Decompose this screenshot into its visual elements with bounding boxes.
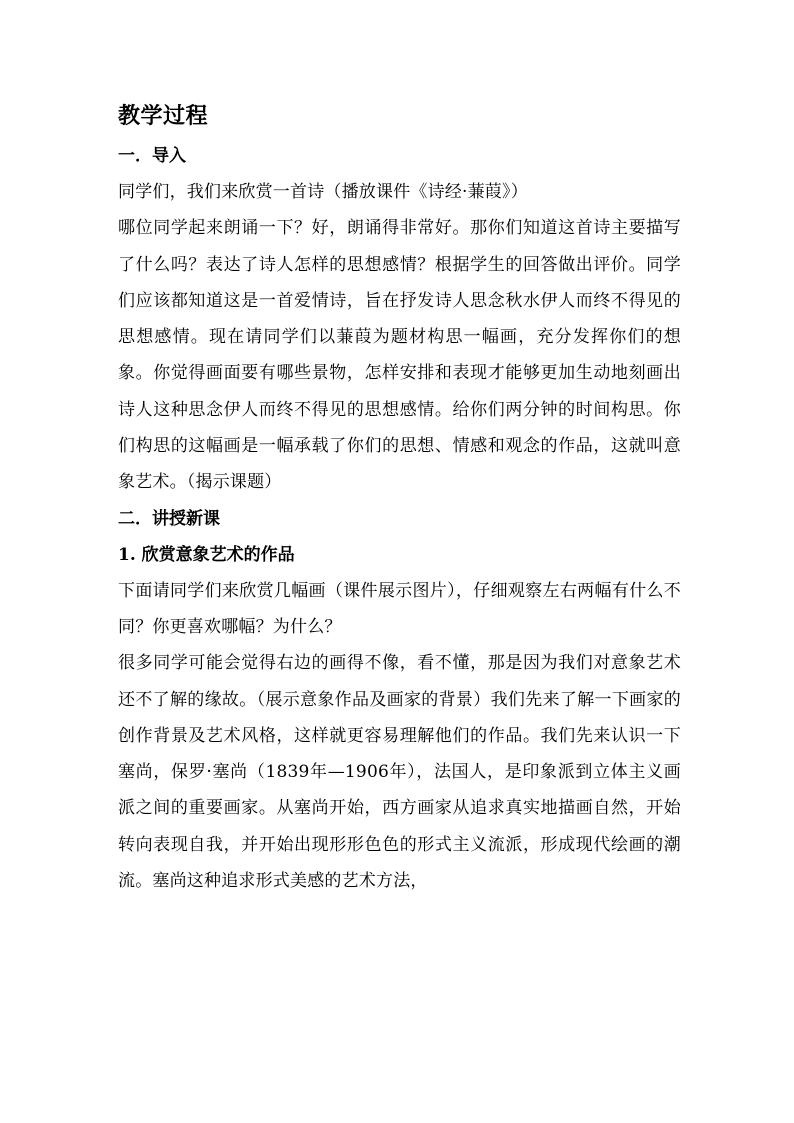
subsection-heading-appreciation: 1. 欣赏意象艺术的作品: [118, 544, 295, 565]
document-page: [118, 98, 681, 899]
paragraph-intro-2: 哪位同学起来朗诵一下？好，朗诵得非常好。那你们知道这首诗主要描写了什么吗？表达了诗人怎样的思想感情？根据学生的回答做出评价。同学们应该都知道这是一首爱情诗，旨在抒发诗人思念秋水伊人而终不得见的思想感情。现在请同学们以蒹葭为题材构思一幅画，充分发挥你们的想象。你觉得画面要有哪些景物，怎样安排和表现才能够更加生动地刻画出诗人这种思念伊人而终不得见的思想感情。给你们两分钟的时间构思。你们构思的这幅画是一幅承载了你们的思想、情感和观念的作品，这就叫意象艺术。（揭示课题）: [118, 218, 681, 493]
paragraph-lesson-1: 下面请同学们来欣赏几幅画（课件展示图片），仔细观察左右两幅有什么不同？你更喜欢哪幅？为什么？: [118, 580, 681, 637]
section-heading-new-lesson: 二．讲授新课: [118, 508, 220, 529]
paragraph-intro-1: 同学们，我们来欣赏一首诗（播放课件《诗经·蒹葭》）: [118, 182, 528, 202]
paragraph-lesson-2: 很多同学可能会觉得右边的画得不像，看不懂，那是因为我们对意象艺术还不了解的缘故。（展示意象作品及画家的背景）我们先来了解一下画家的创作背景及艺术风格，这样就更容易理解他们的作品。我们先来认识一下塞尚，保罗·塞尚（1839年—1906年），法国人，是印象派到立体主义画派之间的重要画家。从塞尚开始，西方画家从追求真实地描画自然，开始转向表现自我，并开始出现形形色色的形式主义流派，形成现代绘画的潮流。塞尚这种追求形式美感的艺术方法，: [118, 653, 681, 892]
page-title: 教学过程: [118, 103, 209, 129]
section-heading-intro: 一．导入: [118, 146, 186, 166]
